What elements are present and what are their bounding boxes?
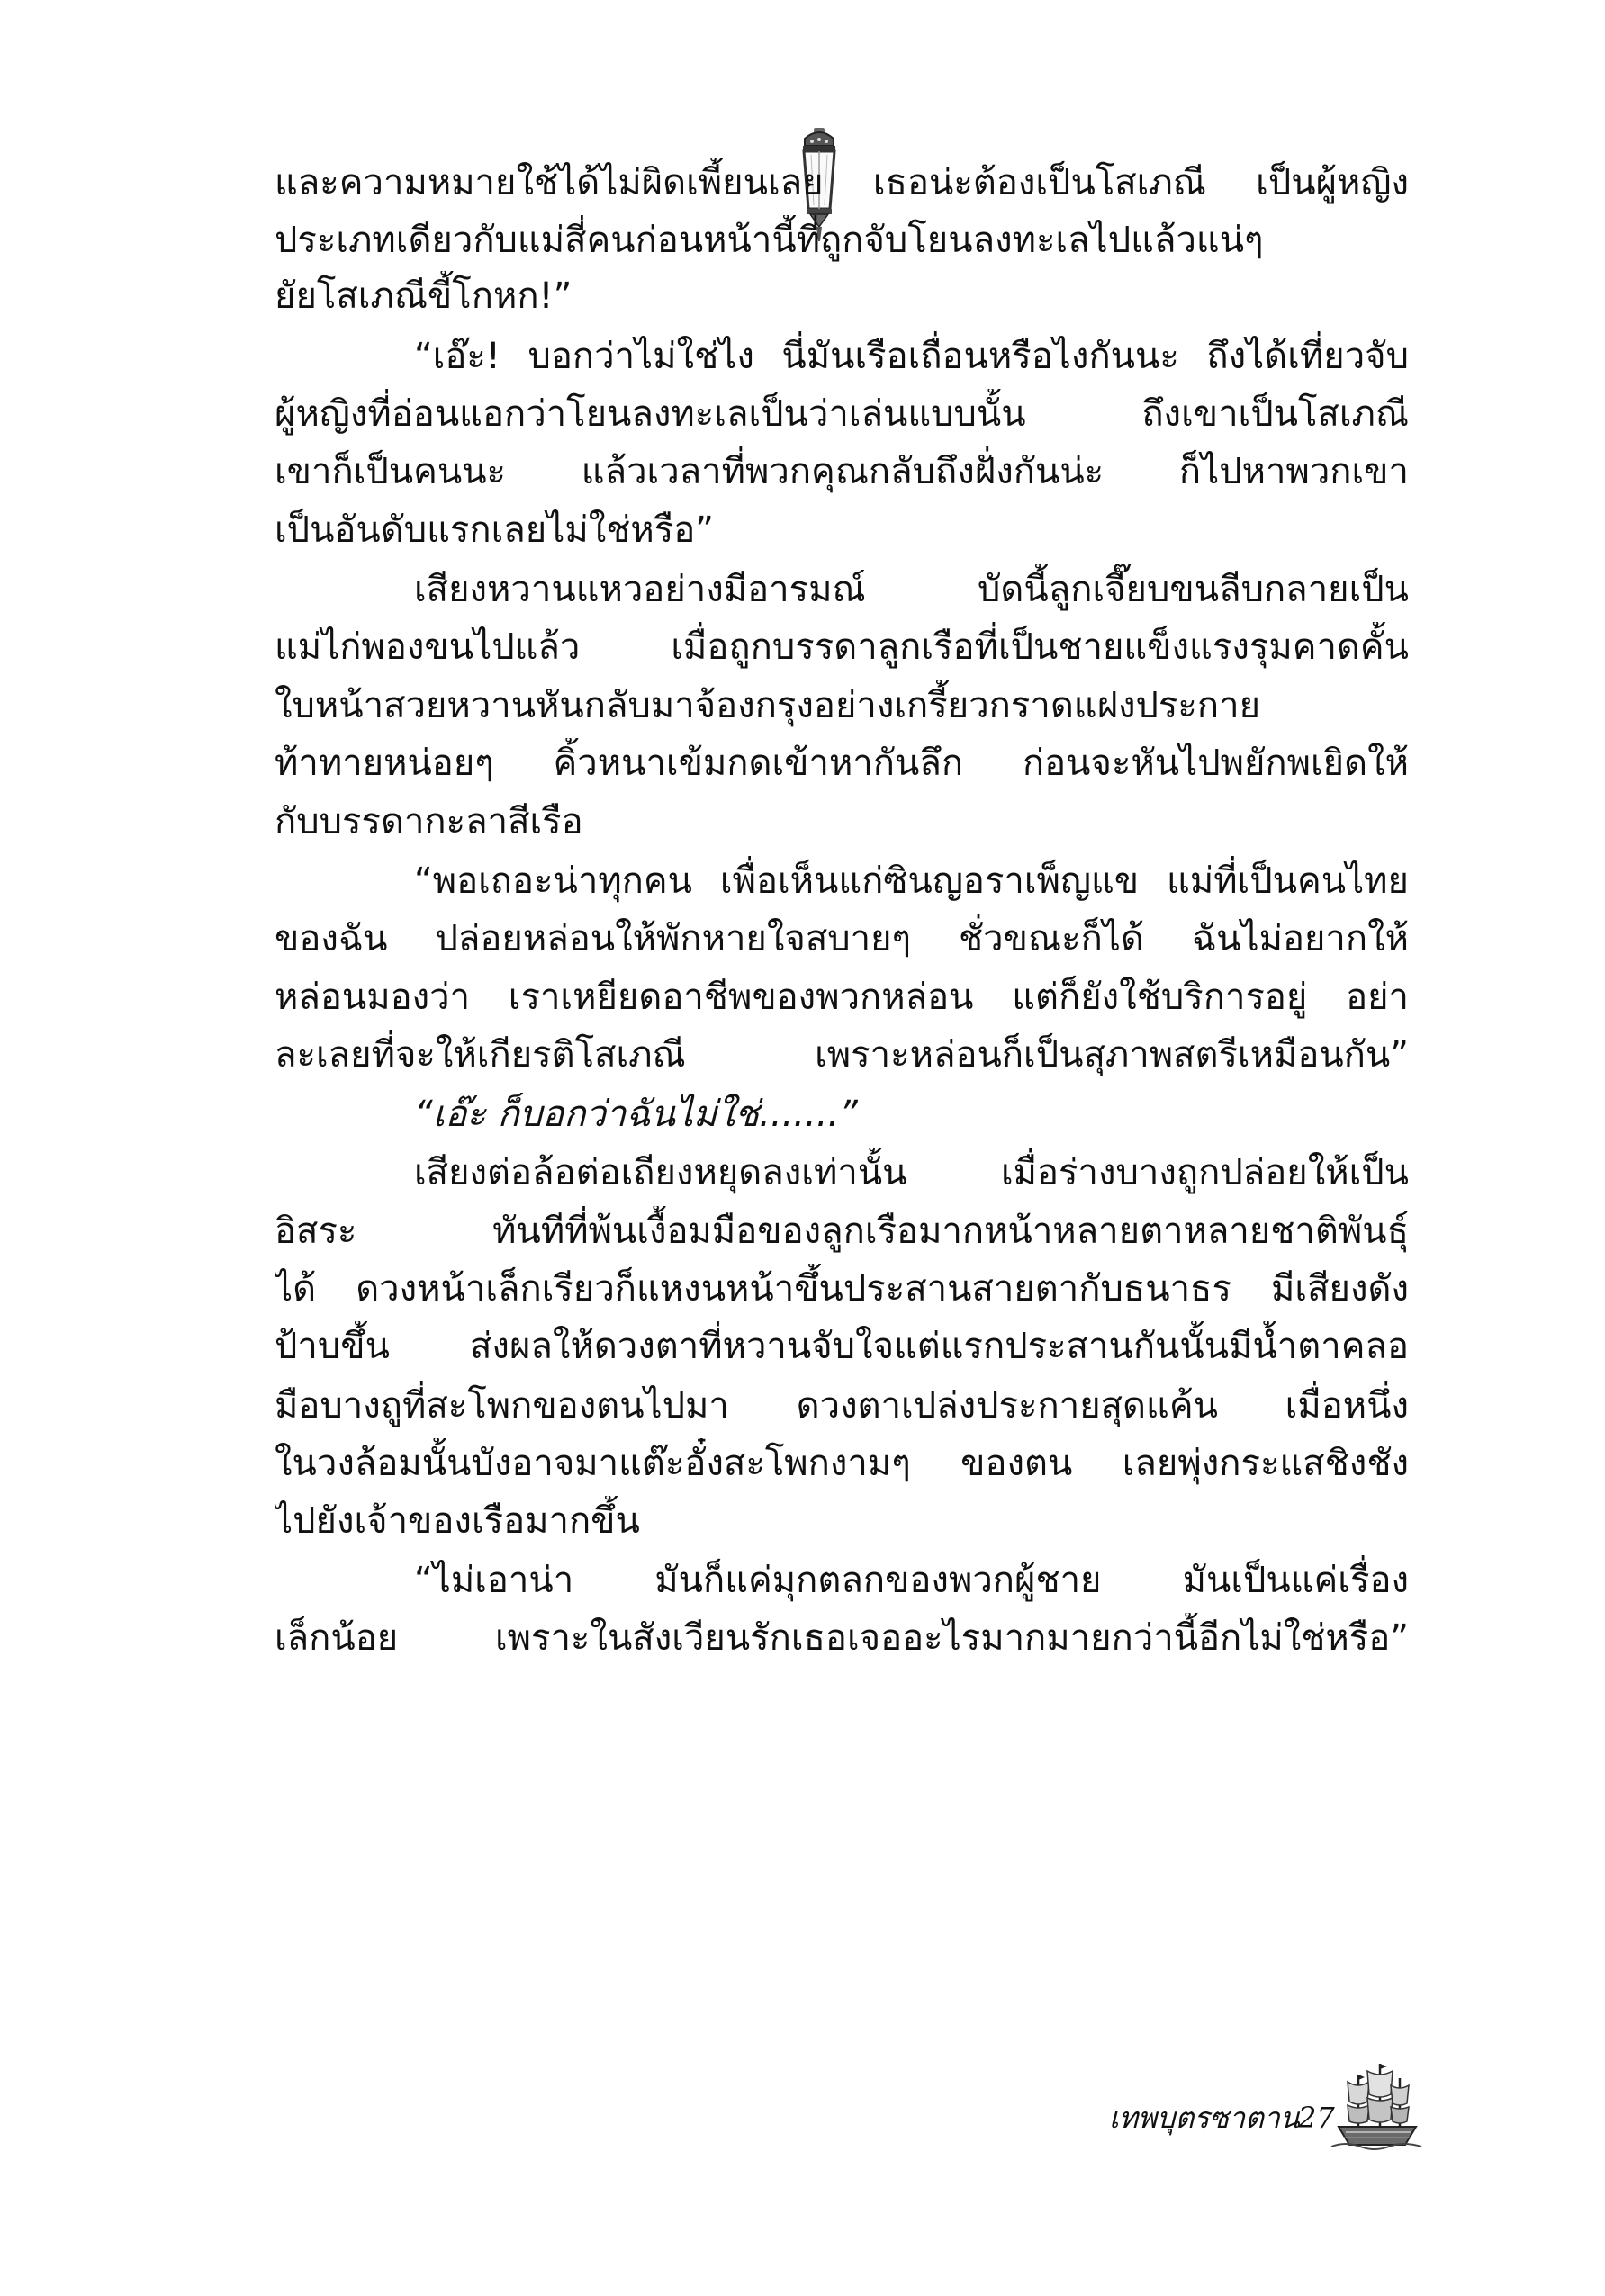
footer-book-title: เทพบุตรซาตาน [1109,2101,1300,2135]
sailing-ship-icon [1328,2057,1427,2156]
text-line: เสียงต่อล้อต่อเถียงหยุดลงเท่านั้น เมื่อร่างบางถูกปล่อยให้เป็น [414,1152,1409,1193]
text-line: ยัยโสเภณีขี้โกหก!” [275,275,573,317]
text-line: กับบรรดากะลาสีเรือ [275,801,583,842]
text-line: อิสระ ทันทีที่พ้นเงื้อมมือของลูกเรือมากหน้าหลายตาหลายชาติพันธุ์ [275,1211,1409,1252]
text-line: “พอเถอะน่าทุกคน เพื่อเห็นแก่ซินญอราเพ็ญแข แม่ที่เป็นคนไทย [414,860,1409,902]
text-line: และความหมายใช้ได้ไม่ผิดเพี้ยนเลย เธอน่ะต้องเป็นโสเภณี เป็นผู้หญิง [275,162,1409,203]
text-line: ใบหน้าสวยหวานหันกลับมาจ้องกรุงอย่างเกรี้ยวกราดแฝงประกาย [275,685,1261,726]
text-line: ประเภทเดียวกับแม่สี่คนก่อนหน้านี้ที่ถูกจับโยนลงทะเลไปแล้วแน่ๆ [275,220,1264,261]
text-line: ของฉัน ปล่อยหล่อนให้พักหายใจสบายๆ ชั่วขณะก็ได้ ฉันไม่อยากให้ [275,918,1409,959]
text-line: “เอ๊ะ ก็บอกว่าฉันไม่ใช่.......” [414,1094,858,1135]
text-line: ละเลยที่จะให้เกียรติโสเภณี เพราะหล่อนก็เป็นสุภาพสตรีเหมือนกัน” [275,1034,1409,1076]
text-line: หล่อนมองว่า เราเหยียดอาชีพของพวกหล่อน แต่ก็ยังใช้บริการอยู่ อย่า [275,977,1409,1018]
text-line: แม่ไก่พองขนไปแล้ว เมื่อถูกบรรดาลูกเรือที่เป็นชายแข็งแรงรุมคาดคั้น [275,626,1409,668]
text-line: เขาก็เป็นคนนะ แล้วเวลาที่พวกคุณกลับถึงฝั่งกันน่ะ ก็ไปหาพวกเขา [275,451,1409,492]
text-line: ท้าทายหน่อยๆ คิ้วหนาเข้มกดเข้าหากันลึก ก่อนจะหันไปพยักพเยิดให้ [275,743,1409,784]
text-line: เล็กน้อย เพราะในสังเวียนรักเธอเจออะไรมากมายกว่านี้อีกไม่ใช่หรือ” [275,1617,1409,1659]
text-line: ป้าบขึ้น ส่งผลให้ดวงตาที่หวานจับใจแต่แรกประสานกันนั้นมีน้ำตาคลอ [275,1326,1409,1367]
text-line: เสียงหวานแหวอย่างมีอารมณ์ บัดนี้ลูกเจี๊ยบขนลีบกลายเป็น [414,569,1409,610]
text-line: มือบางถูที่สะโพกของตนไปมา ดวงตาเปล่งประกายสุดแค้น เมื่อหนึ่ง [275,1385,1409,1427]
text-line: “ไม่เอาน่า มันก็แค่มุกตลกของพวกผู้ชาย มันเป็นแค่เรื่อง [414,1560,1409,1601]
text-line: เป็นอันดับแรกเลยไม่ใช่หรือ” [275,509,715,551]
text-line: ผู้หญิงที่อ่อนแอกว่าโยนลงทะเลเป็นว่าเล่นแบบนั้น ถึงเขาเป็นโสเภณี [275,393,1409,435]
text-line: “เอ๊ะ! บอกว่าไม่ใช่ไง นี่มันเรือเถื่อนหรือไงกันนะ ถึงได้เที่ยวจับ [414,336,1409,377]
text-line: ไปยังเจ้าของเรือมากขึ้น [275,1500,640,1542]
text-line: ได้ ดวงหน้าเล็กเรียวก็แหงนหน้าขึ้นประสานสายตากับธนาธร มีเสียงดัง [275,1268,1409,1310]
page-number: 27 [1298,2101,1335,2135]
text-line: ในวงล้อมนั้นบังอาจมาแต๊ะอั๋งสะโพกงามๆ ของตน เลยพุ่งกระแสชิงชัง [275,1443,1409,1484]
